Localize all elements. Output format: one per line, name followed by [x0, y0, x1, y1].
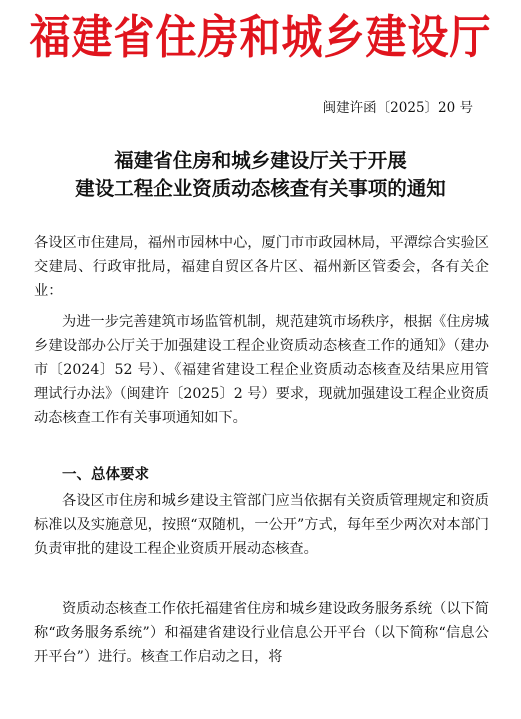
notice-title — [0, 147, 521, 203]
general-requirements-paragraph: 各设区市住房和城乡建设主管部门应当依据有关资质管理规定和资质标准以及实施意见，按照“双随机，一公开”方式，每年至少两次对本部门负责审批的建设工程企业资质开展动态核查。 — [34, 493, 489, 557]
section-heading-general-requirements: 一、总体要求 — [62, 467, 149, 483]
verification-platform-paragraph: 资质动态核查工作依托福建省住房和城乡建设政务服务系统（以下简称“政务服务系统”）和福建省建设行业信息公开平台（以下简称“信息公开平台”）进行。核查工作启动之日，将 — [34, 601, 489, 665]
document-number: 闽建许函〔2025〕20 号 — [322, 100, 473, 116]
intro-paragraph: 为进一步完善建筑市场监管机制，规范建筑市场秩序，根据《住房城乡建设部办公厅关于加强建设工程企业资质动态核查工作的通知》（建办市〔2024〕52 号）、《福建省建设工程企业资质动态核查及结果应用管理试行办法》（闽建许〔2025〕2 号）要求，现就加强建设工程企业资质动态核查工作有关事项通知如下。 — [34, 314, 489, 426]
notice-title-line-2: 建设工程企业资质动态核查有关事项的通知 — [75, 177, 446, 200]
notice-title-line-1: 福建省住房和城乡建设厅关于开展 — [114, 149, 407, 172]
addressee-paragraph: 各设区市住建局，福州市园林中心，厦门市市政园林局，平潭综合实验区交建局、行政审批局，福建自贸区各片区、福州新区管委会，各有关企业： — [34, 235, 489, 299]
masthead-title: 福建省住房和城乡建设厅 — [29, 10, 492, 65]
